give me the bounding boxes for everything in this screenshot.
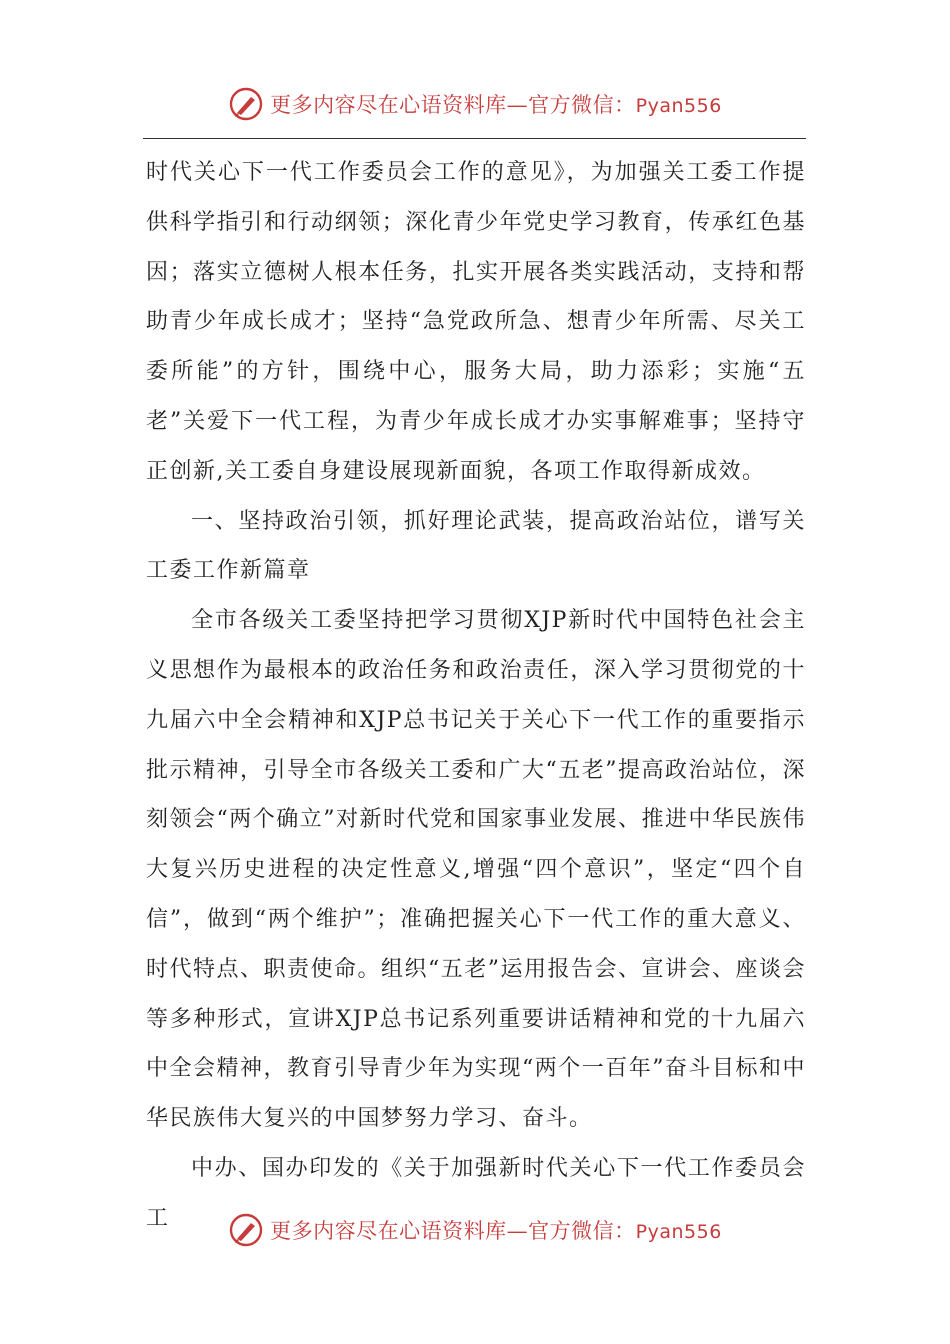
footer-banner xyxy=(0,1210,950,1250)
paragraph-last: 中办、国办印发的《关于加强新时代关心下一代工作委员会工 xyxy=(146,1155,806,1231)
header-divider xyxy=(143,138,806,139)
footer-banner-label: 更多内容尽在心语资料库—官方微信： xyxy=(270,1219,636,1243)
paragraph-continuation: 时代关心下一代工作委员会工作的意见》，为加强关工委工作提供科学指引和行动纲领；深化青少年党史学习教育，传承红色基因；落实立德树人根本任务，扎实开展各类实践活动，支持和帮助青少年成长成才；坚持“急党政所急、想青少年所需、尽关工委所能”的方针，围绕中心，服务大局，助力添彩；实施“五老”关爱下一代工程，为青少年成长成才办实事解难事；坚持守正创新,关工委自身建设展现新面貌，各项工作取得新成效。 xyxy=(146,160,806,484)
pen-logo-icon xyxy=(228,1212,264,1248)
header-banner-label: 更多内容尽在心语资料库—官方微信： xyxy=(270,93,636,117)
header-banner-wechat: Pyan556 xyxy=(635,95,722,117)
header-banner-text xyxy=(270,89,722,119)
footer-banner-text xyxy=(270,1215,722,1245)
header-banner xyxy=(0,84,950,124)
section-heading: 一、坚持政治引领，抓好理论武装，提高政治站位，谱写关工委工作新篇章 xyxy=(146,508,806,584)
footer-banner-wechat: Pyan556 xyxy=(635,1221,722,1243)
document-body xyxy=(146,148,806,1244)
pen-logo-icon xyxy=(228,86,264,122)
paragraph-body: 全市各级关工委坚持把学习贯彻XJP新时代中国特色社会主义思想作为最根本的政治任务和政治责任，深入学习贯彻党的十九届六中全会精神和XJP总书记关于关心下一代工作的重要指示批示精神，引导全市各级关工委和广大“五老”提高政治站位，深刻领会“两个确立”对新时代党和国家事业发展、推进中华民族伟大复兴历史进程的决定性意义,增强“四个意识”，坚定“四个自信”，做到“两个维护”；准确把握关心下一代工作的重大意义、时代特点、职责使命。组织“五老”运用报告会、宣讲会、座谈会等多种形式，宣讲XJP总书记系列重要讲话精神和党的十九届六中全会精神，教育引导青少年为实现“两个一百年”奋斗目标和中华民族伟大复兴的中国梦努力学习、奋斗。 xyxy=(146,608,806,1132)
